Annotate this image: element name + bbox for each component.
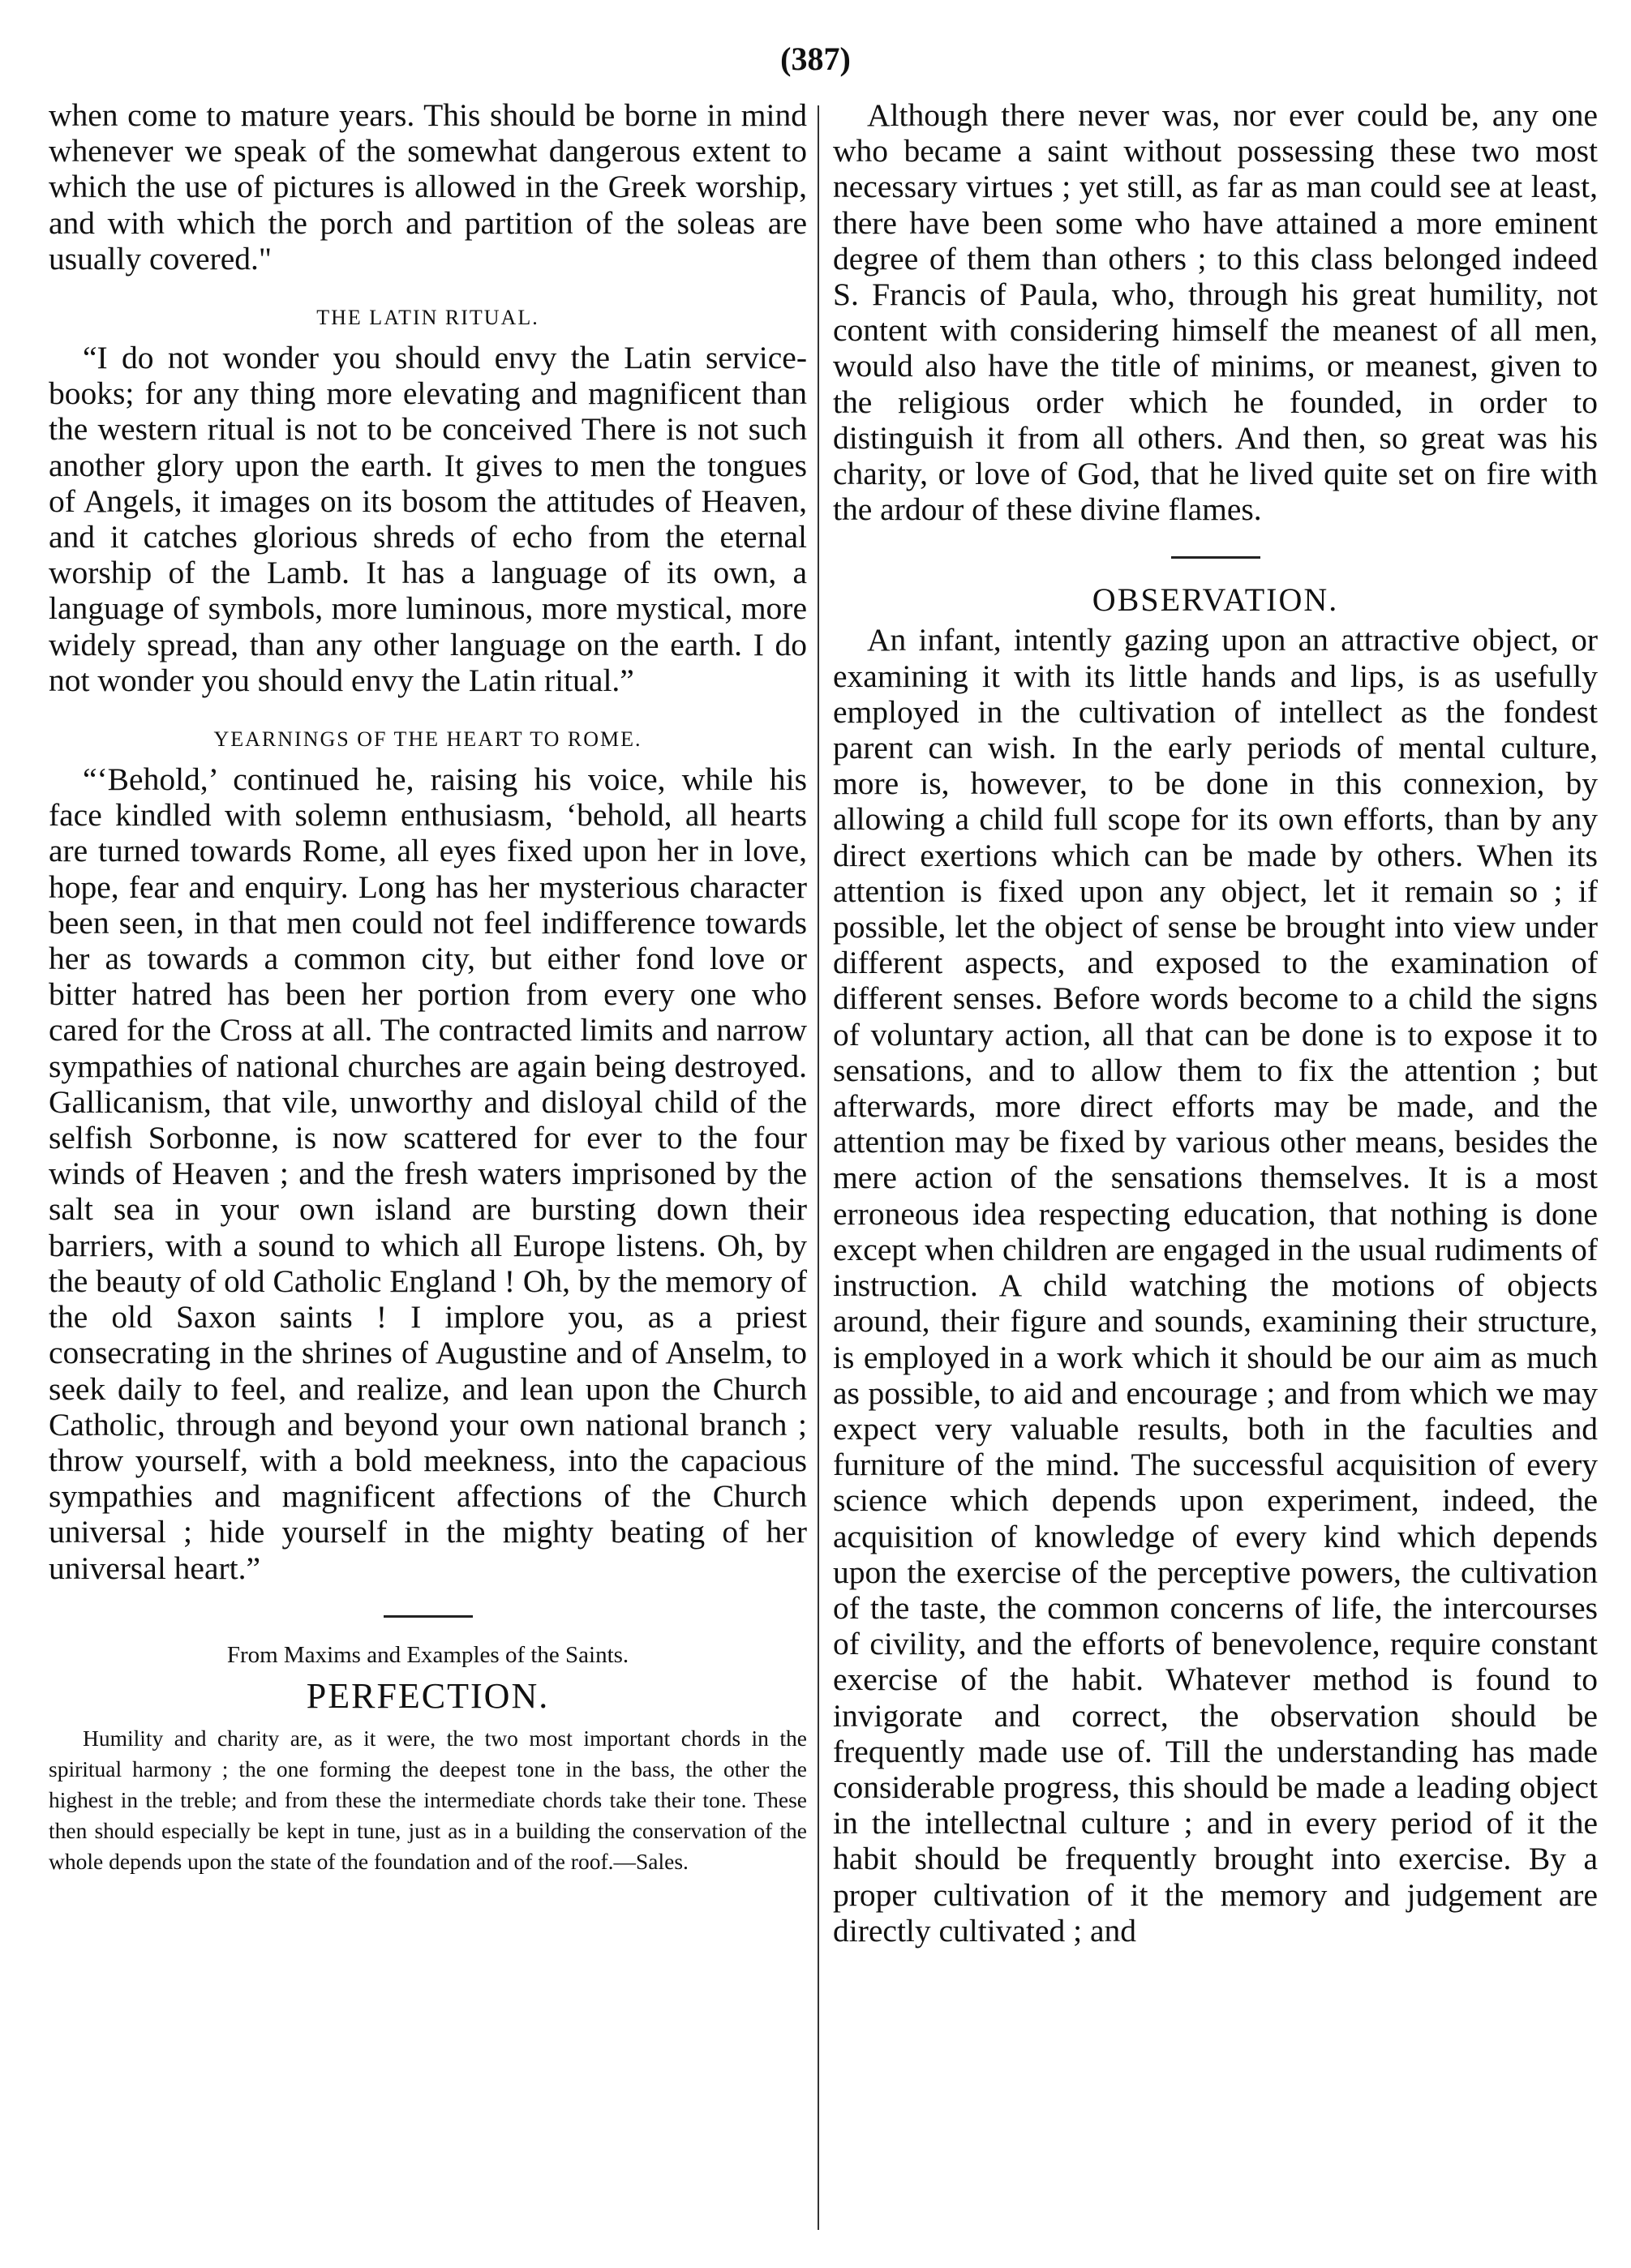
perfection-heading: PERFECTION. (306, 1675, 550, 1716)
opening-paragraph: when come to mature years. This should be borne in mind whenever we speak of the somewhat dangerous extent to which the use of pictures is allowed in the Greek worship, and with which the porch and partition of the soleas are usually covered." (49, 97, 807, 277)
yearnings-paragraph: “‘Behold,’ continued he, raising his voice, while his face kindled with solemn enthusiasm, ‘behold, all hearts are turned towards Rome, all eyes fixed upon her in love, hope, fear and enquiry. Long has her mysterious character been seen, in that men could not feel indifference towards her as towards a common city, but either fond love or bitter hatred has been her portion from every one who cared for the Cross at all. The contracted limits and narrow sympathies of national churches are again being destroyed. Gallicanism, that vile, unworthy and disloyal child of the selfish Sorbonne, is now scattered for ever to the four winds of Heaven ; and the fresh waters imprisoned by the salt sea in your own island are bursting down their barriers, with a sound to which all Europe listens. Oh, by the beauty of old Catholic England ! Oh, by the memory of the old Saxon saints ! I implore you, as a priest consecrating in the shrines of Augustine and of Anselm, to seek daily to feel, and realize, and lean upon the Church Catholic, through and beyond your own national branch ; throw yourself, with a bold meekness, into the capacious sympathies and magnificent affections of the Church universal ; hide yourself in the mighty beating of her universal heart.” (49, 761, 807, 1586)
latin-ritual-heading: THE LATIN RITUAL. (316, 306, 539, 330)
column-divider (818, 105, 819, 2230)
perfection-continuation-paragraph: Although there never was, nor ever could be, any one who became a saint without possessing these two most necessary virtues ; yet still, as far as man could see at least, there have been some who have attained a more eminent degree of them than others ; to this class belonged indeed S. Francis of Paula, who, through his great humility, not content with considering himself the meanest of all men, would also have the title of minims, or meanest, given to the religious order which he founded, in order to distinguish it from all others. And then, so great was his charity, or love of God, that he lived quite set on fire with the ardour of these divine flames. (833, 97, 1598, 528)
observation-heading: OBSERVATION. (1092, 581, 1339, 619)
yearnings-heading: YEARNINGS OF THE HEART TO ROME. (213, 727, 642, 752)
section-rule (384, 1615, 473, 1618)
perfection-paragraph: Humility and charity are, as it were, the two most important chords in the spiritual harmony ; the one forming the deepest tone in the bass, the other the highest in the treble; and from these the intermediate chords take their tone. These then should especially be kept in tune, just as in a building the conservation of the whole depends upon the state of the foundation and of the roof.—Sales. (49, 1725, 807, 1874)
latin-ritual-paragraph: “I do not wonder you should envy the Latin service-books; for any thing more elevating and magnificent than the western ritual is not to be conceived There is not such another glory upon the earth. It gives to men the tongues of Angels, it images on its bosom the attitudes of Heaven, and it catches glorious shreds of echo from the eternal worship of the Lamb. It has a language of its own, a language of symbols, more luminous, more mystical, more widely spread, than any other language on the earth. I do not wonder you should envy the Latin ritual.” (49, 340, 807, 698)
page-number: (387) (780, 41, 851, 77)
perfection-source: From Maxims and Examples of the Saints. (226, 1641, 629, 1668)
right-column (833, 97, 1598, 1949)
section-rule (1171, 556, 1260, 559)
observation-paragraph: An infant, intently gazing upon an attractive object, or examining it with its little hands and lips, is as usefully employed in the cultivation of intellect as the fondest parent can wish. In the early periods of mental culture, more is, however, to be done in this connexion, by allowing a child full scope for its own efforts, than by any direct exertions which can be made by others. When its attention is fixed upon any object, let it remain so ; if possible, let the object of sense be brought into view under different aspects, and exposed to the examination of different senses. Before words become to a child the signs of voluntary action, all that can be done is to expose it to sensations, and to allow them to fix the attention ; but afterwards, more direct efforts may be made, and the attention may be fixed by various other means, besides the mere action of the sensations themselves. It is a most erroneous idea respecting education, that nothing is done except when children are engaged in the usual rudiments of instruction. A child watching the motions of objects around, their figure and sounds, examining their structure, is employed in a work which it should be our aim as much as possible, to aid and encourage ; and from which we may expect very valuable results, both in the faculties and furniture of the mind. The successful acquisition of every science which depends upon experiment, indeed, the acquisition of knowledge of every kind which depends upon the exercise of the perceptive powers, the cultivation of the taste, the common concerns of life, the intercourses of civility, and the efforts of benevolence, require constant exercise of the habit. Whatever method is found to invigorate and correct, the observation should be frequently made use of. Till the understanding has made considerable progress, this should be made a leading object in the intellectnal culture ; and in every period of it the habit should be frequently brought into exercise. By a proper cultivation of it the memory and judgement are directly cultivated ; and (833, 622, 1598, 1949)
left-column (49, 97, 807, 1877)
